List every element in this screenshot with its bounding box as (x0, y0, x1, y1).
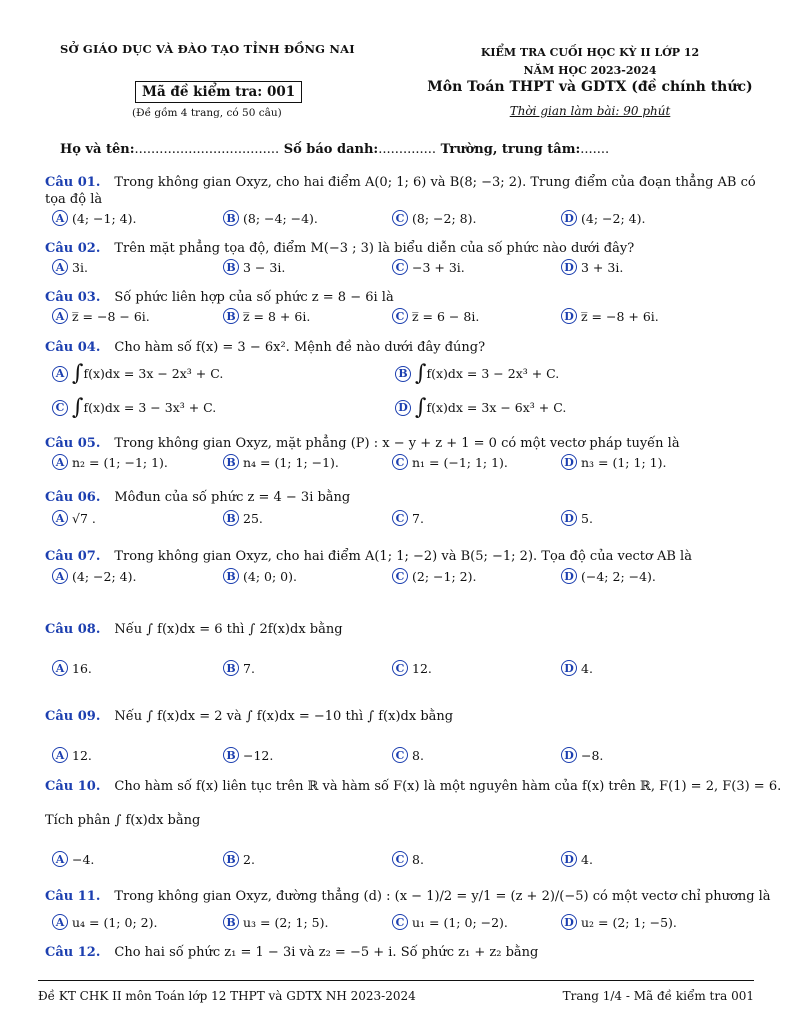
option-letter: A (52, 308, 68, 324)
footer-divider (38, 980, 754, 981)
option-a[interactable] (52, 747, 92, 763)
question-text: Số phức liên hợp của số phức z = 8 − 6i là (114, 290, 394, 305)
option-letter: D (561, 308, 577, 324)
option-b[interactable] (223, 510, 263, 526)
option-letter: D (561, 914, 577, 930)
exam-code-box: Mã đề kiểm tra: 001 (135, 81, 302, 103)
option-d[interactable] (561, 210, 645, 226)
option-letter: A (52, 914, 68, 930)
option-letter: A (52, 747, 68, 763)
question-number: Câu 05. (45, 436, 101, 451)
option-letter: A (52, 454, 68, 470)
option-text: (2; −1; 2). (412, 568, 477, 584)
question-number: Câu 04. (45, 340, 101, 355)
option-text: 3 − 3i. (243, 259, 286, 275)
question-text: Cho hàm số f(x) = 3 − 6x². Mệnh đề nào dưới đây đúng? (114, 340, 486, 355)
question-number: Câu 01. (45, 175, 101, 190)
sbd-label: Số báo danh: (283, 142, 379, 157)
question-text: Môđun của số phức z = 4 − 3i bằng (114, 490, 351, 505)
option-letter: C (392, 914, 408, 930)
option-c[interactable] (392, 210, 476, 226)
option-letter: A (52, 510, 68, 526)
option-a[interactable] (52, 361, 223, 386)
option-c[interactable] (392, 454, 508, 470)
question-number: Câu 11. (45, 889, 101, 904)
option-text: (8; −2; 8). (412, 210, 477, 226)
option-letter: C (52, 400, 68, 416)
option-text: z̅ = 8 + 6i. (243, 308, 311, 324)
option-text: z̅ = −8 + 6i. (581, 308, 659, 324)
question-11 (45, 889, 771, 904)
option-text: −12. (243, 747, 274, 763)
option-letter: C (392, 660, 408, 676)
option-letter: A (52, 210, 68, 226)
option-text: −8. (581, 747, 604, 763)
integral-sign: ∫ (415, 395, 427, 420)
question-02 (45, 241, 634, 256)
option-c[interactable] (392, 568, 476, 584)
option-letter: B (223, 454, 239, 470)
option-letter: B (223, 914, 239, 930)
option-letter: C (392, 747, 408, 763)
integral-sign: ∫ (415, 361, 427, 386)
question-text: Cho hai số phức z₁ = 1 − 3i và z₂ = −5 + i. Số phức z₁ + z₂ bằng (114, 945, 539, 960)
option-text: u₄ = (1; 0; 2). (72, 914, 158, 930)
school-year: NĂM HỌC 2023-2024 (523, 64, 657, 77)
option-text: 4. (581, 660, 593, 676)
option-text: u₃ = (2; 1; 5). (243, 914, 329, 930)
option-letter: C (392, 259, 408, 275)
option-letter: C (392, 568, 408, 584)
exam-code-note: (Đề gồm 4 trang, có 50 câu) (132, 107, 282, 119)
option-letter: B (223, 568, 239, 584)
option-text: 12. (72, 747, 92, 763)
option-letter: B (223, 308, 239, 324)
option-d[interactable] (561, 510, 593, 526)
question-03 (45, 290, 394, 305)
option-text: (8; −4; −4). (243, 210, 318, 226)
question-06 (45, 490, 350, 505)
question-number: Câu 10. (45, 779, 101, 794)
option-c[interactable] (392, 851, 424, 867)
option-text: f(x)dx = 3x − 6x³ + C. (426, 400, 567, 415)
option-letter: D (561, 851, 577, 867)
option-letter: B (223, 660, 239, 676)
option-d[interactable] (561, 454, 666, 470)
question-12 (45, 945, 538, 960)
question-01-cont: tọa độ là (45, 192, 103, 207)
option-b[interactable] (223, 210, 318, 226)
option-letter: D (561, 210, 577, 226)
option-letter: B (223, 210, 239, 226)
option-letter: D (561, 747, 577, 763)
option-a[interactable] (52, 259, 88, 275)
question-10 (45, 779, 781, 794)
option-d[interactable] (561, 660, 593, 676)
option-c[interactable] (392, 660, 432, 676)
question-08 (45, 622, 343, 637)
option-a[interactable] (52, 510, 96, 526)
option-d[interactable] (395, 395, 566, 420)
option-text: u₂ = (2; 1; −5). (581, 914, 677, 930)
option-letter: B (395, 366, 411, 382)
option-text: f(x)dx = 3x − 2x³ + C. (83, 366, 224, 381)
option-text: (4; −2; 4). (581, 210, 646, 226)
option-a[interactable] (52, 660, 92, 676)
question-text: Cho hàm số f(x) liên tục trên ℝ và hàm số F(x) là một nguyên hàm của f(x) trên ℝ, F(1) = 2, F(3) = 6. (114, 779, 782, 794)
option-text: 3i. (72, 259, 88, 275)
option-text: u₁ = (1; 0; −2). (412, 914, 508, 930)
option-text: −3 + 3i. (412, 259, 465, 275)
option-text: n₃ = (1; 1; 1). (581, 454, 667, 470)
option-d[interactable] (561, 851, 593, 867)
department-title: SỞ GIÁO DỤC VÀ ĐÀO TẠO TỈNH ĐỒNG NAI (60, 42, 355, 56)
option-b[interactable] (223, 259, 285, 275)
option-text: 12. (412, 660, 432, 676)
option-letter: D (561, 660, 577, 676)
option-text: 5. (581, 510, 593, 526)
option-letter: C (392, 308, 408, 324)
option-letter: C (392, 510, 408, 526)
option-letter: B (223, 259, 239, 275)
name-label: Họ và tên: (60, 142, 135, 157)
school-label: Trường, trung tâm: (440, 142, 581, 157)
option-letter: C (392, 851, 408, 867)
option-letter: D (561, 568, 577, 584)
option-b[interactable] (223, 454, 339, 470)
question-number: Câu 06. (45, 490, 101, 505)
option-c[interactable] (392, 747, 424, 763)
option-b[interactable] (223, 914, 328, 930)
option-b[interactable] (223, 660, 255, 676)
option-a[interactable] (52, 914, 157, 930)
student-info-line (60, 142, 609, 157)
option-a[interactable] (52, 851, 94, 867)
option-text: 8. (412, 851, 424, 867)
option-d[interactable] (561, 914, 677, 930)
option-text: √7 . (72, 510, 96, 526)
question-number: Câu 12. (45, 945, 101, 960)
integral-sign: ∫ (72, 361, 84, 386)
question-number: Câu 07. (45, 549, 101, 564)
option-c[interactable] (392, 308, 479, 324)
option-c[interactable] (392, 510, 424, 526)
option-text: z̅ = 6 − 8i. (412, 308, 480, 324)
option-letter: A (52, 259, 68, 275)
time-limit: Thời gian làm bài: 90 phút (509, 104, 671, 118)
sbd-dots: .............. (378, 142, 437, 157)
option-text: 7. (243, 660, 255, 676)
question-text: Nếu ∫ f(x)dx = 6 thì ∫ 2f(x)dx bằng (114, 622, 343, 637)
question-number: Câu 02. (45, 241, 101, 256)
option-letter: B (223, 851, 239, 867)
integral-sign: ∫ (72, 395, 84, 420)
option-d[interactable] (561, 308, 659, 324)
question-number: Câu 03. (45, 290, 101, 305)
option-letter: D (561, 259, 577, 275)
option-letter: C (392, 454, 408, 470)
option-a[interactable] (52, 454, 168, 470)
question-text: Trong không gian Oxyz, mặt phẳng (P) : x − y + z + 1 = 0 có một vectơ pháp tuyến là (114, 436, 680, 451)
question-05 (45, 436, 680, 451)
option-text: n₄ = (1; 1; −1). (243, 454, 339, 470)
question-10-cont: Tích phân ∫ f(x)dx bằng (45, 813, 201, 828)
option-letter: D (395, 400, 411, 416)
option-letter: C (392, 210, 408, 226)
option-text: 25. (243, 510, 263, 526)
question-text: Trong không gian Oxyz, đường thẳng (d) : (x − 1)/2 = y/1 = (z + 2)/(−5) có một vectơ chỉ phương là (114, 889, 771, 904)
question-text: Trong không gian Oxyz, cho hai điểm A(0; 1; 6) và B(8; −3; 2). Trung điểm của đoạn thẳng AB có (114, 175, 756, 190)
option-c[interactable] (52, 395, 216, 420)
option-letter: D (561, 454, 577, 470)
question-text: Trên mặt phẳng tọa độ, điểm M(−3 ; 3) là biểu diễn của số phức nào dưới đây? (114, 241, 635, 256)
option-b[interactable] (223, 568, 297, 584)
question-01 (45, 175, 756, 190)
option-text: z̅ = −8 − 6i. (72, 308, 150, 324)
option-text: 4. (581, 851, 593, 867)
option-text: n₁ = (−1; 1; 1). (412, 454, 508, 470)
option-b[interactable] (223, 747, 273, 763)
option-text: f(x)dx = 3 − 2x³ + C. (426, 366, 560, 381)
option-text: 8. (412, 747, 424, 763)
option-c[interactable] (392, 259, 465, 275)
option-a[interactable] (52, 210, 136, 226)
footer-left: Đề KT CHK II môn Toán lớp 12 THPT và GDTX NH 2023-2024 (38, 989, 416, 1003)
school-dots: ....... (580, 142, 610, 157)
option-letter: A (52, 366, 68, 382)
subject-title: Môn Toán THPT và GDTX (đề chính thức) (427, 79, 753, 95)
option-text: (−4; 2; −4). (581, 568, 656, 584)
question-number: Câu 09. (45, 709, 101, 724)
option-letter: B (223, 510, 239, 526)
option-b[interactable] (223, 308, 310, 324)
option-letter: D (561, 510, 577, 526)
exam-title: KIỂM TRA CUỐI HỌC KỲ II LỚP 12 (480, 46, 700, 59)
option-text: 16. (72, 660, 92, 676)
option-text: f(x)dx = 3 − 3x³ + C. (83, 400, 217, 415)
option-d[interactable] (561, 259, 623, 275)
footer-right: Trang 1/4 - Mã đề kiểm tra 001 (562, 989, 754, 1003)
question-04 (45, 340, 485, 355)
name-dots: ................................... (134, 142, 280, 157)
option-b[interactable] (223, 851, 255, 867)
question-09 (45, 709, 453, 724)
option-letter: A (52, 568, 68, 584)
option-c[interactable] (392, 914, 508, 930)
option-text: (4; −1; 4). (72, 210, 137, 226)
option-letter: A (52, 851, 68, 867)
option-text: 7. (412, 510, 424, 526)
option-text: n₂ = (1; −1; 1). (72, 454, 168, 470)
option-text: −4. (72, 851, 95, 867)
option-letter: A (52, 660, 68, 676)
option-text: (4; −2; 4). (72, 568, 137, 584)
option-text: (4; 0; 0). (243, 568, 297, 584)
option-a[interactable] (52, 308, 150, 324)
option-d[interactable] (561, 747, 603, 763)
option-letter: B (223, 747, 239, 763)
question-number: Câu 08. (45, 622, 101, 637)
question-text: Trong không gian Oxyz, cho hai điểm A(1; 1; −2) và B(5; −1; 2). Tọa độ của vectơ AB là (114, 549, 692, 564)
option-a[interactable] (52, 568, 136, 584)
option-text: 2. (243, 851, 255, 867)
option-d[interactable] (561, 568, 656, 584)
question-07 (45, 549, 692, 564)
question-text: Nếu ∫ f(x)dx = 2 và ∫ f(x)dx = −10 thì ∫ f(x)dx bằng (114, 709, 454, 724)
option-text: 3 + 3i. (581, 259, 624, 275)
option-b[interactable] (395, 361, 559, 386)
